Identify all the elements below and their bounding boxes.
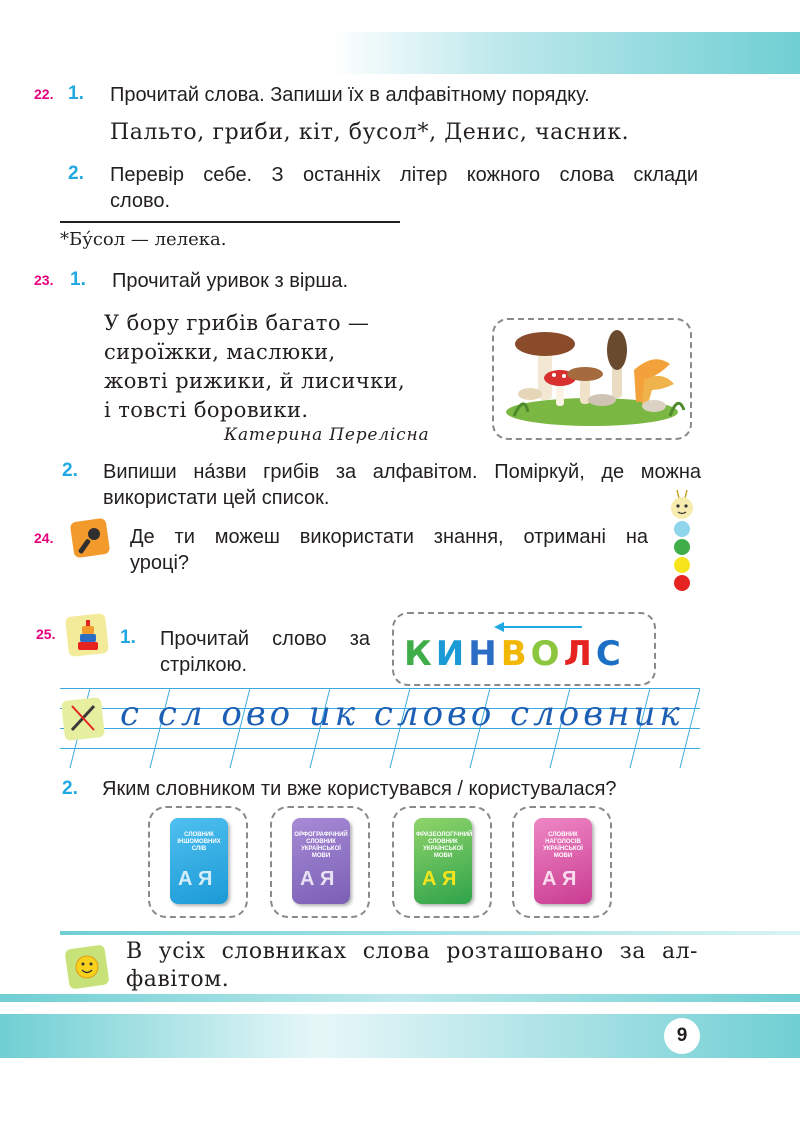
footer-band	[0, 994, 800, 1002]
subtask-number: 1.	[68, 83, 84, 104]
poem-line: жовті рижики, й лисички,	[104, 369, 406, 393]
dictionary-card	[392, 806, 492, 918]
dictionary-letters: А Я	[542, 868, 577, 890]
poem-line: і товсті боровики.	[104, 398, 309, 422]
reverse-word-box	[392, 612, 656, 686]
dictionary-title: ФРАЗЕОЛОГІЧНИЙ СЛОВНИК УКРАЇНСЬКОЇ МОВИ	[416, 832, 472, 859]
dictionary-card	[148, 806, 248, 918]
task-number-25: 25.	[36, 626, 56, 642]
dictionary-letters: А Я	[178, 868, 213, 890]
footnote: *Бу́сол — лелека.	[60, 229, 227, 250]
conclusion-band	[60, 931, 800, 935]
poem	[104, 309, 405, 425]
poem-line: У бору грибів багато —	[104, 311, 370, 335]
task-number-23: 23.	[34, 272, 54, 288]
handwriting-sample: с сл ово ик слово словник	[120, 694, 684, 734]
dictionary-title: ОРФОГРАФІЧНИЙ СЛОВНИК УКРАЇНСЬКОЇ МОВИ	[294, 832, 348, 859]
letter-tile: И	[435, 634, 469, 674]
dictionary-letters: А Я	[422, 868, 457, 890]
arrow-left-icon	[494, 620, 584, 634]
task-instruction: Прочитай слово за	[160, 628, 370, 650]
dictionary-cover	[414, 818, 472, 904]
letter-tile: В	[500, 634, 531, 674]
task-instruction: Прочитай уривок з вірша.	[112, 270, 349, 292]
task-instruction: Перевір себе. З останніх літер кожного слова склади	[110, 164, 698, 186]
page-number: 9	[664, 1018, 700, 1054]
letter-tile: С	[595, 634, 625, 674]
handwriting-area	[60, 688, 700, 768]
subtask-number: 1.	[120, 627, 136, 648]
reverse-word	[404, 634, 625, 674]
subtask-number: 1.	[70, 269, 86, 290]
mushrooms-icon	[494, 320, 690, 438]
subtask-number: 2.	[62, 778, 78, 799]
dictionary-title: СЛОВНИК НАГОЛОСІВ УКРАЇНСЬКОЇ МОВИ	[543, 832, 583, 859]
dictionary-card	[512, 806, 612, 918]
task-question: Де ти можеш використати знання, отримані на	[130, 526, 648, 548]
task-question: уроці?	[130, 552, 190, 574]
mushrooms-illustration	[492, 318, 692, 440]
task-instruction: стрілкою.	[160, 654, 248, 676]
footnote-divider	[60, 221, 400, 223]
task-instruction: Яким словником ти вже користувався / користувалася?	[102, 778, 617, 800]
header-band	[330, 32, 800, 74]
dictionary-cover	[170, 818, 228, 904]
dictionary-title: СЛОВНИК ІНШОМОВНИХ СЛІВ	[177, 832, 221, 852]
task-instruction: Прочитай слова. Запиши їх в алфавітному порядку.	[110, 84, 590, 106]
dictionary-card	[270, 806, 370, 918]
caterpillar-icon	[668, 488, 696, 594]
letter-tile: К	[404, 634, 436, 674]
letter-tile: О	[530, 634, 564, 674]
conclusion-text: В усіх словниках слова розташовано за ал-	[126, 939, 698, 964]
dictionary-letters: А Я	[300, 868, 335, 890]
pyramid-toy-icon	[64, 612, 110, 658]
conclusion-text: фавітом.	[126, 967, 230, 992]
dictionary-cover	[534, 818, 592, 904]
letter-tile: Н	[468, 634, 501, 674]
dictionary-cover	[292, 818, 350, 904]
subtask-number: 2.	[68, 163, 84, 184]
poem-line: сироїжки, маслюки,	[104, 340, 336, 364]
task-instruction: слово.	[110, 190, 171, 212]
task-instruction: Випиши на́зви грибів за алфавітом. Поміркуй, де можна	[103, 461, 701, 483]
word-list: Пальто, гриби, кіт, бусол*, Денис, часник.	[110, 120, 630, 145]
subtask-number: 2.	[62, 460, 78, 481]
letter-tile: Л	[563, 634, 596, 674]
microphone-icon	[68, 516, 112, 560]
poem-author: Катерина Перелісна	[224, 425, 430, 445]
smiley-icon	[64, 944, 110, 990]
pencil-icon	[60, 696, 106, 742]
task-instruction: використати цей список.	[103, 487, 330, 509]
task-number-22: 22.	[34, 86, 54, 102]
task-number-24: 24.	[34, 530, 54, 546]
